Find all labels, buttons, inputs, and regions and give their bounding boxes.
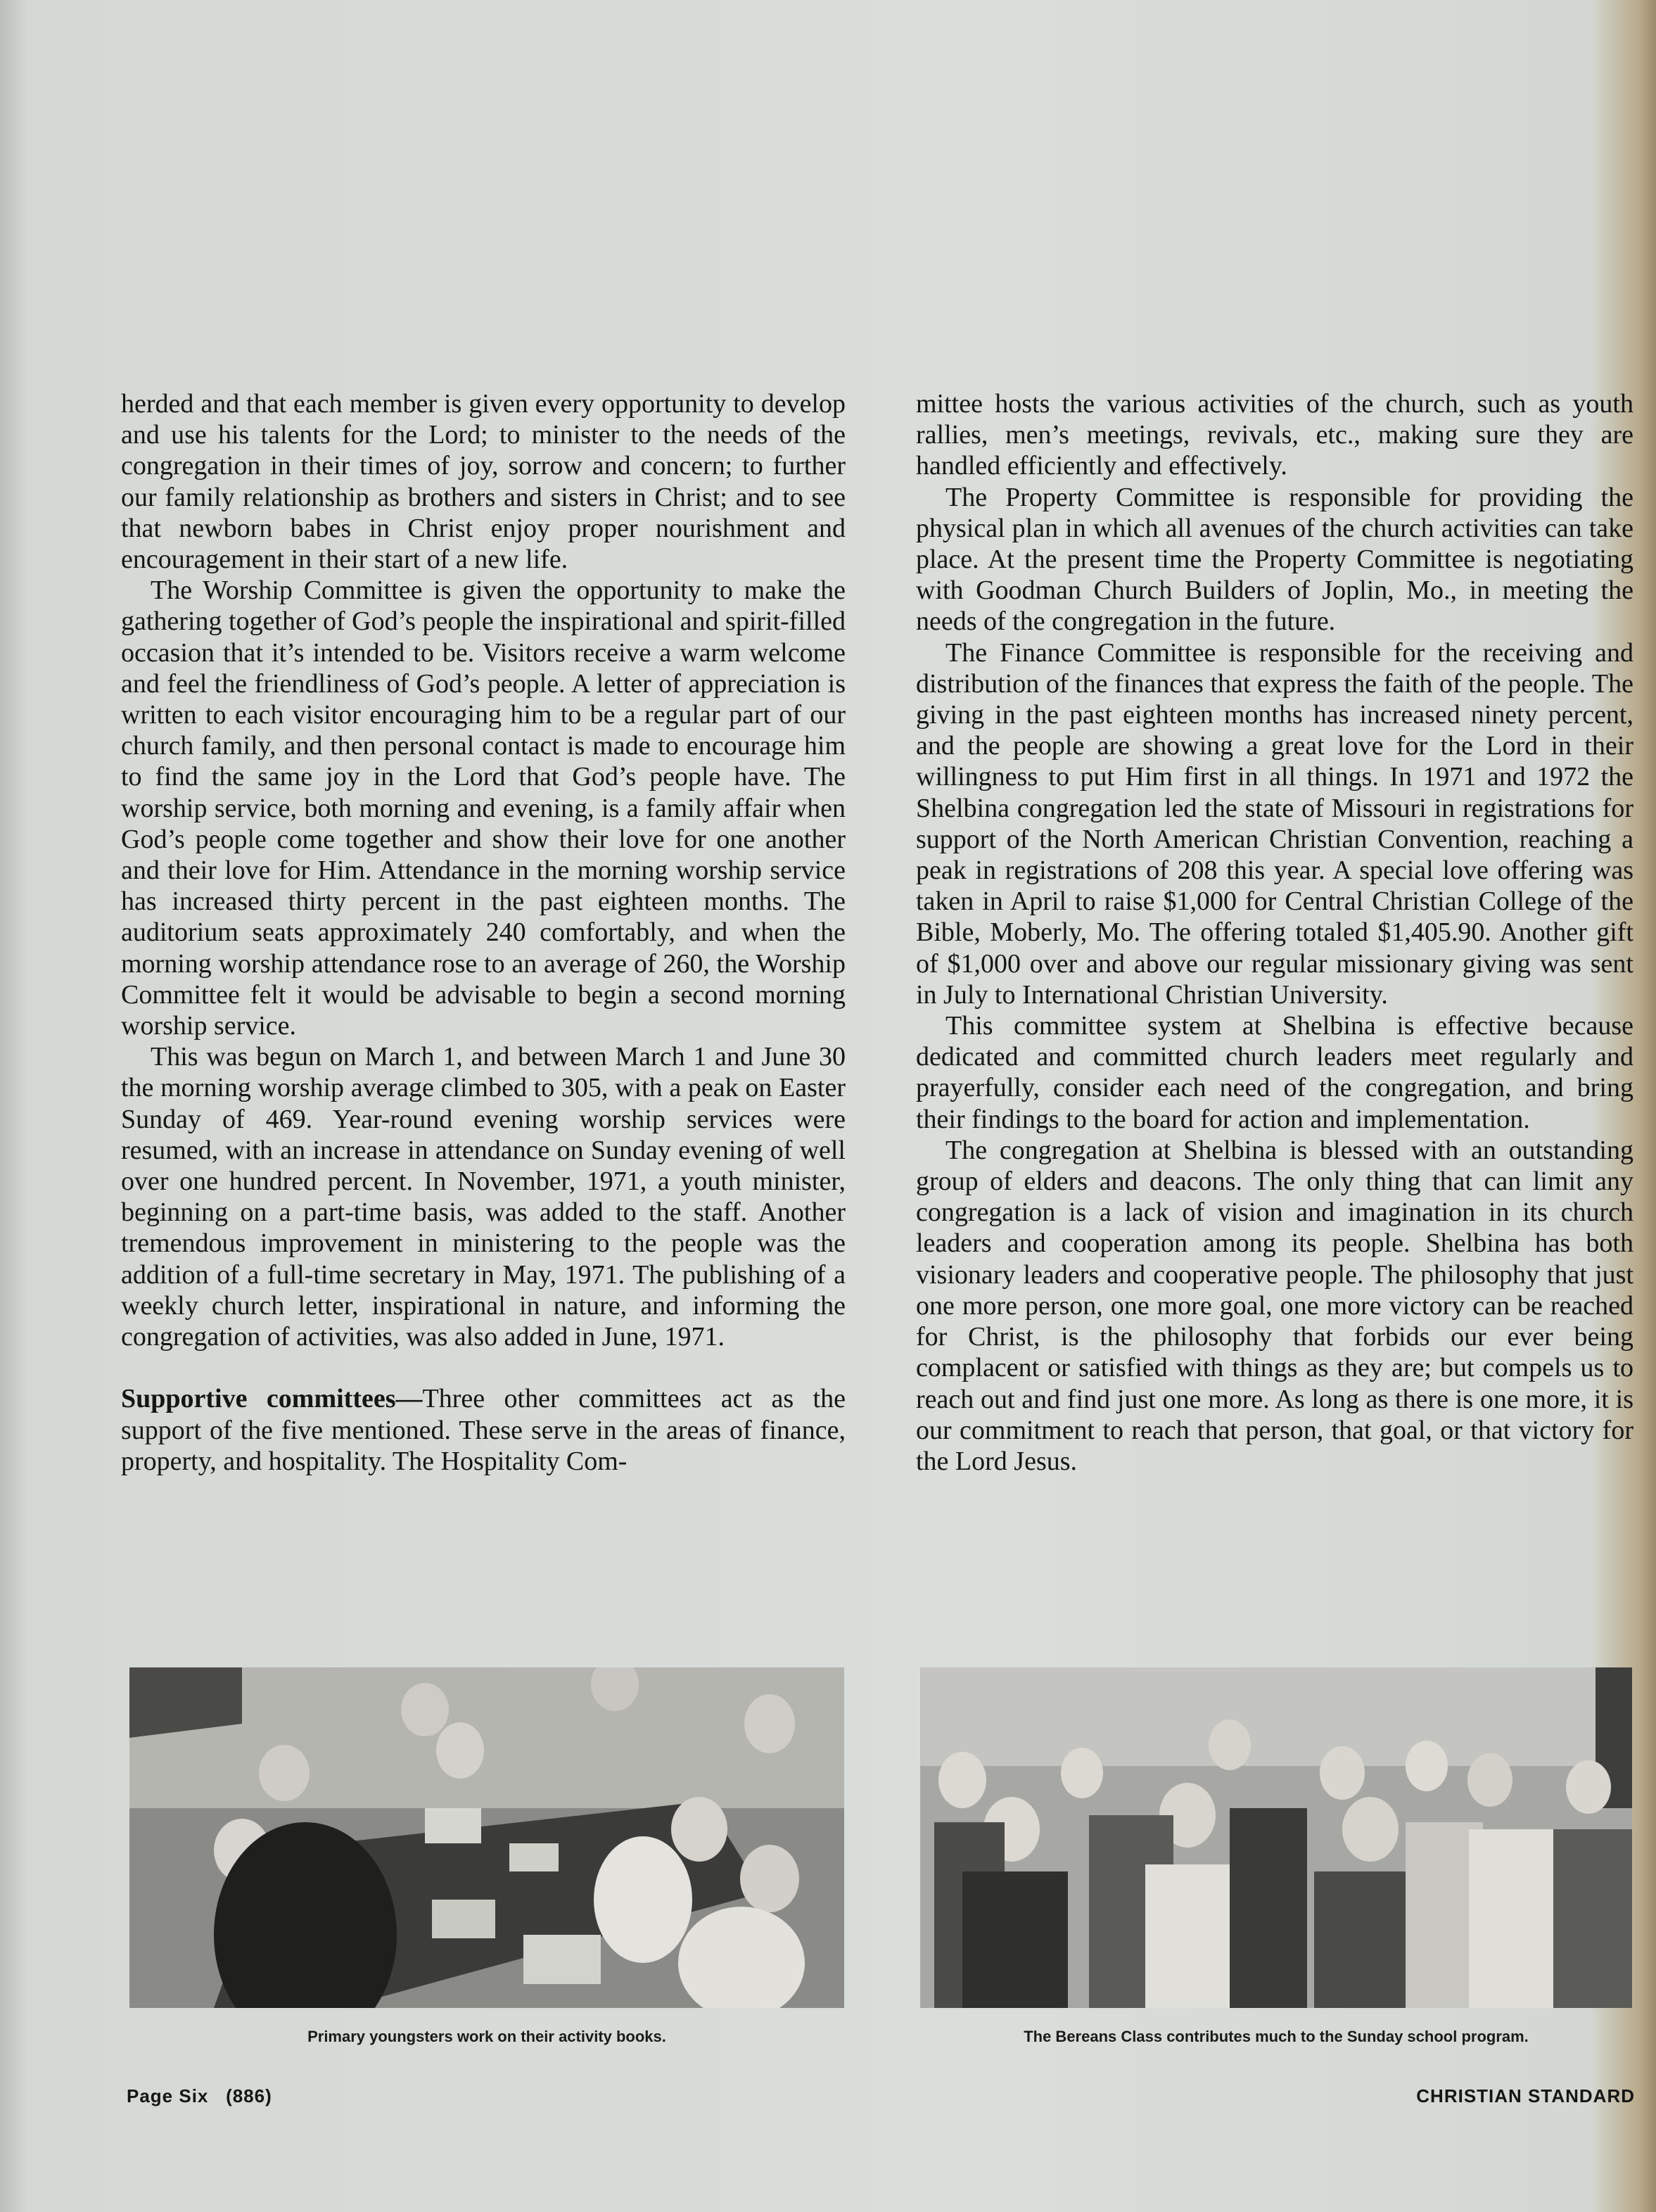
photo-bereans-class (920, 1667, 1632, 2008)
paragraph-committee-system: This committee system at Shelbina is effective because dedicated and committed church leaders meet regularly and prayerfully, consider each need of the congregation, and bring their findings to the board for action and implementation. (916, 1011, 1633, 1134)
paragraph-second-service: This was begun on March 1, and between March 1 and June 30 the morning worship average climbed to 305, with a peak on Easter Sunday of 469. Year-round evening worship services were resumed, with an increase in attendance on Sunday evening of well over one hundred percent. In November, 1971, a youth minister, beginning on a part-time basis, was added to the staff. Another tremendous improvement in ministering to the people was the addition of a full-time secretary in May, 1971. The publishing of a weekly church letter, inspirational in nature, and informing the congregation of activities, was also added in June, 1971. (121, 1042, 846, 1352)
photo-primary-youngsters-image (129, 1667, 844, 2008)
publication-name-footer: CHRISTIAN STANDARD (1416, 2085, 1635, 2106)
paragraph: herded and that each member is given every opportunity to develop and use his talents for the Lord; to minister to the needs of the congregation in their times of joy, sorrow and concern; to further our family relationship as brothers and sisters in Christ; and to see that newborn babes in Christ enjoy proper nourishment and encouragement in their start of a new life. (121, 389, 846, 575)
photo-caption-right: The Bereans Class contributes much to the Sunday school program. (1024, 2028, 1529, 2045)
section-lead-heading: Supportive committees— (121, 1384, 423, 1414)
paragraph-finance-committee: The Finance Committee is responsible for the receiving and distribution of the finances that express the faith of the people. The giving in the past eighteen months has increased ninety percent, and the people are showing a great love for the Lord in their willingness to put Him first in all things. In 1971 and 1972 the Shelbina congregation led the state of Missouri in registrations for support of the North American Christian Convention, reaching a peak in registrations of 208 this year. A special love offering was taken in April to raise $1,000 for Central Christian College of the Bible, Moberly, Mo. The offering totaled $1,405.90. Another gift of $1,000 over and above our regular missionary giving was sent in July to International Christian University. (916, 637, 1633, 1010)
photo-caption-left: Primary youngsters work on their activity books. (307, 2028, 666, 2045)
photo-primary-youngsters (129, 1667, 844, 2008)
article-column-left (121, 388, 846, 1477)
paragraph-supportive-committees (121, 1383, 846, 1477)
article-column-right (916, 388, 1633, 1477)
paragraph-worship-committee: The Worship Committee is given the opportunity to make the gathering together of God’s people the inspirational and spirit-filled occasion that it’s intended to be. Visitors receive a warm welcome and feel the friendliness of God’s people. A letter of appreciation is written to each visitor encouraging him to be a regular part of our church family, and then personal contact is made to encourage him to find the same joy in the Lord that God’s people have. The worship service, both morning and evening, is a family affair when God’s people come together and show their love for one another and their love for Him. Attendance in the morning worship service has increased thirty percent in the past eighteen months. The auditorium seats approximately 240 comfortably, and when the morning worship attendance rose to an average of 260, the Worship Committee felt it would be advisable to begin a second morning worship service. (121, 576, 846, 1041)
photo-bereans-class-image (920, 1667, 1632, 2008)
paragraph-property-committee: The Property Committee is responsible for providing the physical plan in which all avenues of the church activities can take place. At the present time the Property Committee is negotiating with Goodman Church Builders of Joplin, Mo., in meeting the needs of the congregation in the future. (916, 482, 1633, 637)
paragraph-congregation: The congregation at Shelbina is blessed with an outstanding group of elders and deacons. The only thing that can limit any congregation is a lack of vision and imagination in its church leaders and cooperation among its people. Shelbina has both visionary leaders and cooperative people. The philosophy that just one more person, one more goal, one more victory can be reached for Christ, is the philosophy that forbids our ever being complacent or satisfied with things as they are; but compels us to reach out and find just one more. As long as there is one more, it is our commitment to reach that person, that goal, or that victory for the Lord Jesus. (916, 1135, 1633, 1476)
paragraph-hospitality: mittee hosts the various activities of the church, such as youth rallies, men’s meetings, revivals, etc., making sure they are handled efficiently and effectively. (916, 389, 1633, 481)
page-number-footer: Page Six (886) (127, 2085, 272, 2106)
faded-headline-bleed (718, 176, 1562, 317)
section-lead-body: Three other committees act as the support of the five mentioned. These serve in the areas of finance, property, and hospitality. The Hospitality Com- (121, 1384, 846, 1476)
